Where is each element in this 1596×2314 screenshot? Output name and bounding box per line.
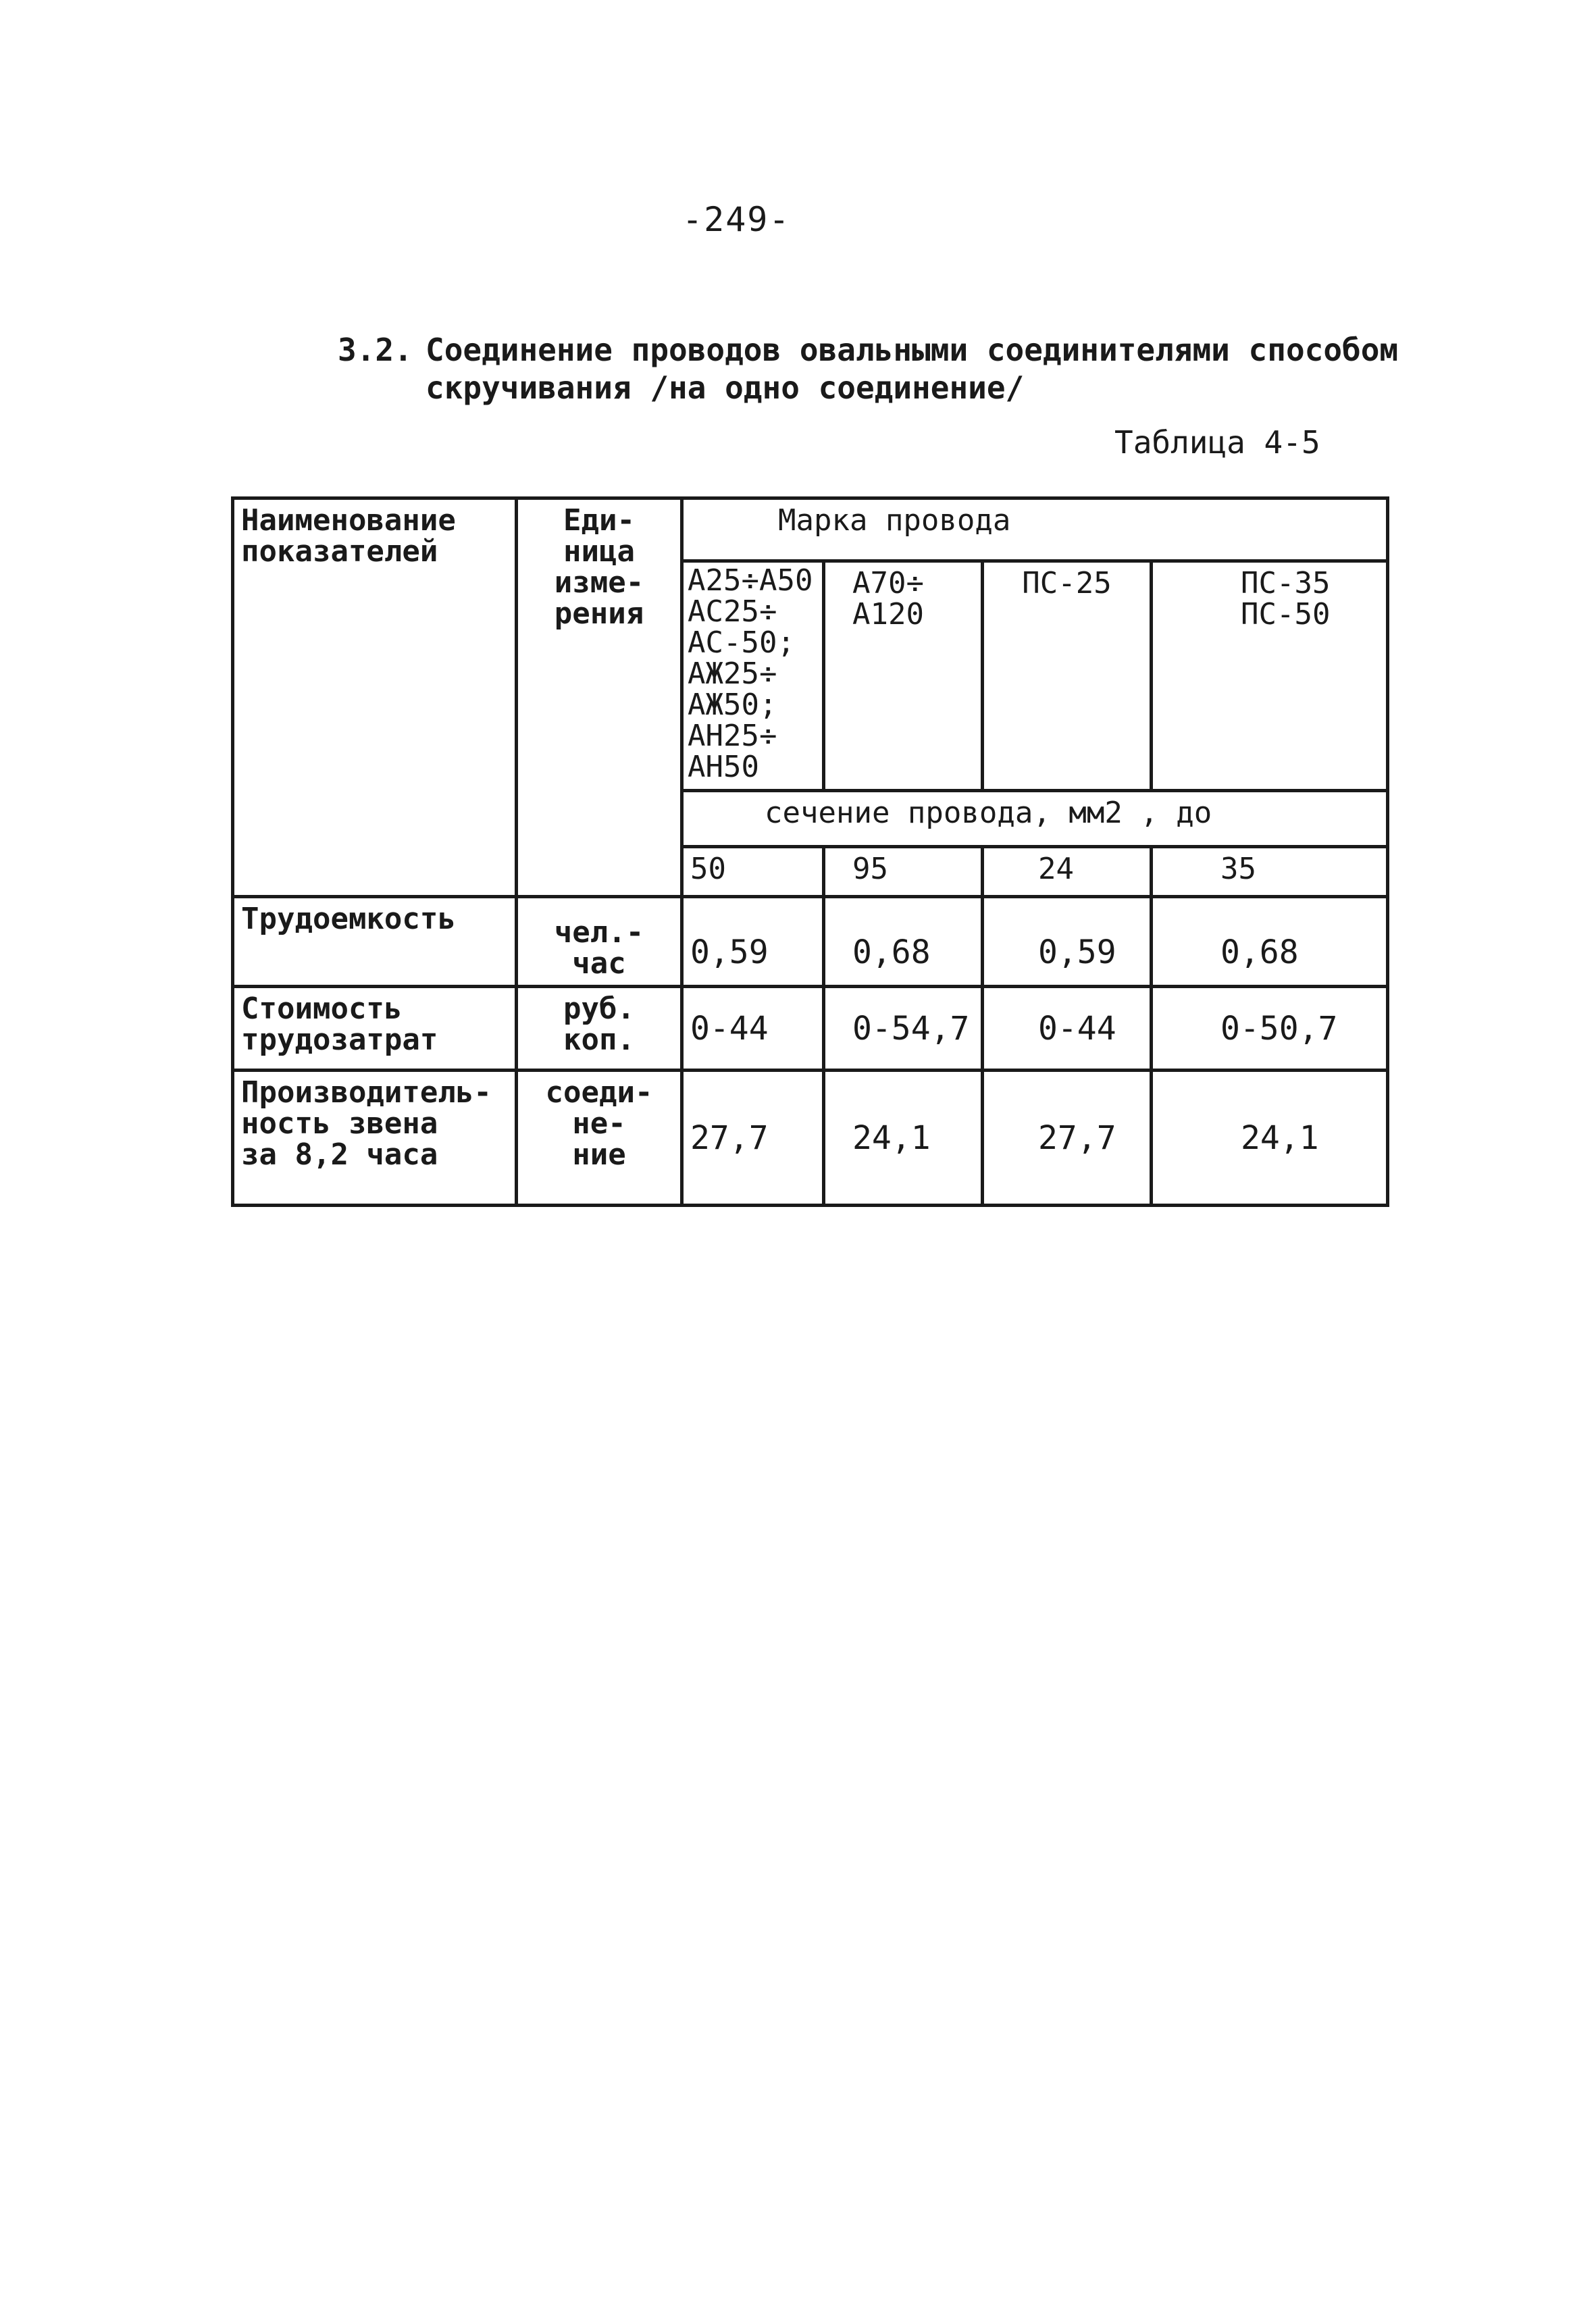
col-unit-header: Еди- ница изме- рения bbox=[517, 498, 682, 897]
row-value: 24,1 bbox=[824, 1071, 983, 1206]
row-value: 0,59 bbox=[682, 897, 824, 987]
brand-cell: ПС-25 bbox=[983, 561, 1152, 791]
table-row bbox=[233, 987, 1388, 1071]
row-value: 0,59 bbox=[983, 897, 1152, 987]
page-number: -249- bbox=[682, 200, 791, 239]
row-unit: чел.- час bbox=[517, 897, 682, 987]
table-header-row bbox=[233, 498, 1388, 561]
norms-table bbox=[231, 496, 1389, 1207]
brand-cell: А70÷ А120 bbox=[824, 561, 983, 791]
row-value: 0-44 bbox=[983, 987, 1152, 1071]
heading-line-1 bbox=[338, 331, 1418, 369]
section-value: 24 bbox=[983, 847, 1152, 897]
section-number: 3.2. bbox=[338, 332, 413, 368]
table-row bbox=[233, 897, 1388, 987]
heading-text-1: Соединение проводов овальными соединителями способом bbox=[426, 332, 1399, 368]
row-name: Трудоемкость bbox=[233, 897, 517, 987]
row-value: 0,68 bbox=[824, 897, 983, 987]
section-value: 50 bbox=[682, 847, 824, 897]
mark-header: Марка провода bbox=[682, 498, 1388, 561]
row-value: 27,7 bbox=[682, 1071, 824, 1206]
row-value: 0-50,7 bbox=[1152, 987, 1388, 1071]
table-caption: Таблица 4-5 bbox=[1114, 424, 1320, 461]
row-value: 24,1 bbox=[1152, 1071, 1388, 1206]
row-name: Производитель- ность звена за 8,2 часа bbox=[233, 1071, 517, 1206]
row-value: 0,68 bbox=[1152, 897, 1388, 987]
brand-cell: ПС-35 ПС-50 bbox=[1152, 561, 1388, 791]
table-row bbox=[233, 1071, 1388, 1206]
heading-text-2: скручивания /на одно соединение/ bbox=[426, 369, 1025, 406]
row-name: Стоимость трудозатрат bbox=[233, 987, 517, 1071]
section-header: сечение провода, мм2 , до bbox=[682, 791, 1388, 847]
row-value: 0-44 bbox=[682, 987, 824, 1071]
row-value: 27,7 bbox=[983, 1071, 1152, 1206]
brand-cell: А25÷А50 АС25÷ АС-50; АЖ25÷ АЖ50; АН25÷ АН50 bbox=[682, 561, 824, 791]
section-value: 95 bbox=[824, 847, 983, 897]
row-value: 0-54,7 bbox=[824, 987, 983, 1071]
col-name-header: Наименование показателей bbox=[233, 498, 517, 897]
section-value: 35 bbox=[1152, 847, 1388, 897]
row-unit: соеди- не- ние bbox=[517, 1071, 682, 1206]
section-heading bbox=[338, 331, 1418, 407]
row-unit: руб. коп. bbox=[517, 987, 682, 1071]
